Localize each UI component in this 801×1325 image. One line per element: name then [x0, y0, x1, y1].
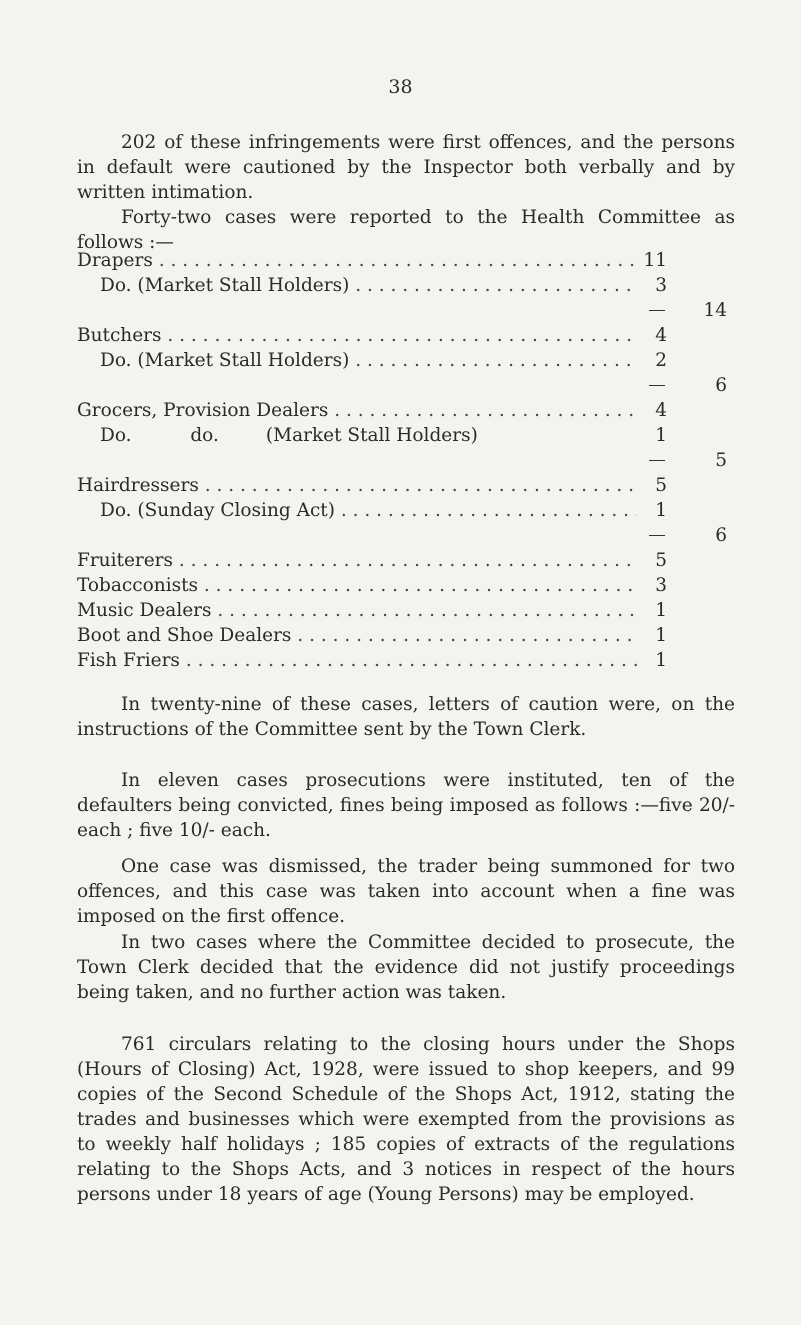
row-label: Fruiterers . . . [77, 548, 637, 573]
paragraph-cases-reported: Forty-two cases were reported to the Health Committee as follows :— [77, 207, 735, 253]
row-label: Tobacconists . . . [77, 573, 637, 598]
paragraph-circulars: 761 circulars relating to the closing hours under the Shops (Hours of Closing) Act, 1928, were issued to shop keepers, and 99 copies of the Second Schedule of the Shops Act, 1912, stating the trades and businesses which were exempted from the provisions as to weekly half holidays ; 185 copies of extracts of the regulations relating to the Shops Acts, and 3 notices in respect of the hours persons under 18 years of age (Young Persons) may be employed. [77, 1034, 735, 1205]
row-value: 5 [637, 548, 667, 573]
subtotal-rule [649, 385, 665, 386]
table-row-butchers [77, 323, 757, 348]
row-value: 11 [637, 248, 667, 273]
table-row-subtotal [77, 448, 757, 473]
row-label: Boot and Shoe Dealers . . . [77, 623, 637, 648]
cases-table [77, 248, 757, 673]
subtotal-rule [649, 460, 665, 461]
row-value: 5 [637, 473, 667, 498]
row-value: 2 [637, 348, 667, 373]
row-label: Music Dealers . . . [77, 598, 637, 623]
table-row-grocers [77, 398, 757, 423]
table-row-fruiterers [77, 548, 757, 573]
row-label: Do. (Market Stall Holders) . . . [100, 348, 637, 373]
table-row-subtotal [77, 298, 757, 323]
page-number: 38 [388, 76, 413, 98]
row-label: Butchers . . . [77, 323, 637, 348]
row-value: 1 [637, 623, 667, 648]
row-label: Fish Friers . . . [77, 648, 637, 673]
subtotal-value: 6 [715, 525, 727, 546]
table-row-subtotal [77, 373, 757, 398]
row-label: Do. (Market Stall Holders) . . . [100, 273, 637, 298]
subtotal-rule [649, 310, 665, 311]
table-row-boot-shoe [77, 623, 757, 648]
table-row-tobacconists [77, 573, 757, 598]
table-row-fish-friers [77, 648, 757, 673]
row-value: 1 [637, 498, 667, 523]
row-label: Grocers, Provision Dealers . . . [77, 398, 637, 423]
subtotal-rule [649, 535, 665, 536]
row-label: Hairdressers . . . [77, 473, 637, 498]
row-label: Do. (Sunday Closing Act) . . . [100, 498, 637, 523]
row-value: 1 [637, 648, 667, 673]
table-row-music-dealers [77, 598, 757, 623]
paragraph-letters-of-caution: In twenty-nine of these cases, letters of caution were, on the instructions of the Committee sent by the Town Clerk. [77, 694, 735, 740]
row-value: 1 [637, 423, 667, 448]
subtotal-value: 14 [703, 300, 727, 321]
table-row-hairdressers [77, 473, 757, 498]
row-value: 3 [637, 573, 667, 598]
paragraph-first-offences: 202 of these infringements were first offences, and the persons in default were cautioned by the Inspector both verbally and by written intimation. [77, 132, 735, 203]
table-row-drapers [77, 248, 757, 273]
subtotal-value: 5 [715, 450, 727, 471]
paragraph-prosecutions: In eleven cases prosecutions were instituted, ten of the defaulters being convicted, fines being imposed as follows :—five 20/- each ; five 10/- each. [77, 770, 735, 841]
table-row-drapers-stall [77, 273, 757, 298]
row-label: Drapers . . . [77, 248, 637, 273]
table-row-grocers-stall [77, 423, 757, 448]
table-row-hairdressers-sunday [77, 498, 757, 523]
row-value: 3 [637, 273, 667, 298]
paragraph-town-clerk: In two cases where the Committee decided to prosecute, the Town Clerk decided that the evidence did not justify proceedings being taken, and no further action was taken. [77, 932, 735, 1003]
table-row-subtotal [77, 523, 757, 548]
row-value: 4 [637, 398, 667, 423]
row-value: 1 [637, 598, 667, 623]
table-row-butchers-stall [77, 348, 757, 373]
row-value: 4 [637, 323, 667, 348]
paragraph-case-dismissed: One case was dismissed, the trader being summoned for two offences, and this case was taken into account when a fine was imposed on the first offence. [77, 856, 735, 927]
subtotal-value: 6 [715, 375, 727, 396]
row-label: Do. do. (Market Stall Holders) [100, 425, 478, 446]
